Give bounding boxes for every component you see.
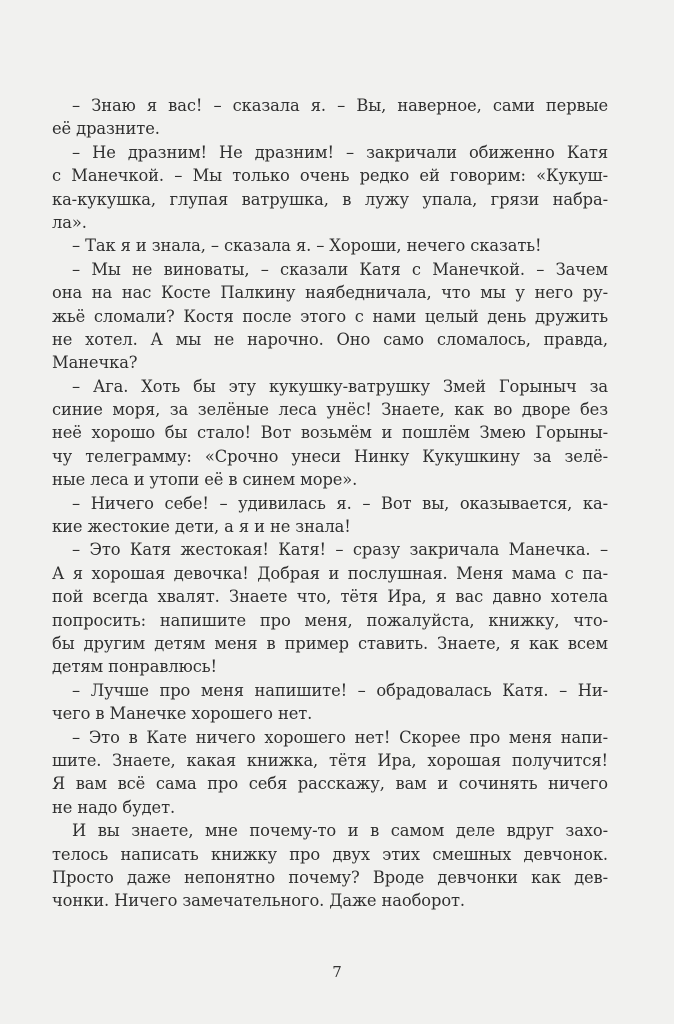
text-line: – Знаю я вас! – сказала я. – Вы, наверное, сами первые (72, 96, 608, 115)
text-line: – Это Катя жестокая! Катя! – сразу закричала Манечка. – (72, 540, 608, 560)
text-line: кие жестокие дети, а я и не знала! (52, 517, 351, 537)
text-line: детям понравлюсь! (52, 657, 217, 677)
text-line: шите. Знаете, какая книжка, тётя Ира, хорошая получится! (52, 750, 608, 770)
text-line: попросить: напишите про меня, пожалуйста, книжку, что- (52, 610, 608, 630)
text-line: пой всегда хвалят. Знаете что, тётя Ира, я вас давно хотела (52, 587, 608, 607)
text-line: чего в Манечке хорошего нет. (52, 704, 313, 724)
text-line: ла». (52, 212, 87, 232)
text-line: – Это в Кате ничего хорошего нет! Скорее про меня напи- (72, 727, 608, 747)
text-line: А я хорошая девочка! Добрая и послушная. Меня мама с па- (52, 563, 608, 583)
text-line: – Ничего себе! – удивилась я. – Вот вы, оказывается, ка- (72, 493, 608, 513)
text-line: Просто даже непонятно почему? Вроде девчонки как дев- (52, 867, 608, 887)
text-line: – Не дразним! Не дразним! – закричали обиженно Катя (72, 142, 608, 162)
text-line: не хотел. А мы не нарочно. Оно само сломалось, правда, (52, 329, 608, 349)
text-line: её дразните. (52, 119, 160, 139)
text-line: ка-кукушка, глупая ватрушка, в лужу упала, грязи набра- (52, 189, 608, 209)
page-number: 7 (332, 963, 342, 981)
text-line: – Лучше про меня напишите! – обрадовалась Катя. – Ни- (72, 680, 608, 700)
text-line: неё хорошо бы стало! Вот возьмём и пошлём Змею Горыны- (52, 423, 608, 443)
text-line: не надо будет. (52, 797, 176, 817)
text-line: – Так я и знала, – сказала я. – Хороши, нечего сказать! (72, 236, 542, 256)
text-line: Я вам всё сама про себя расскажу, вам и сочинять ничего (52, 774, 608, 794)
text-line: ные леса и утопи её в синем море». (52, 470, 358, 490)
text-line: – Мы не виноваты, – сказали Катя с Манечкой. – Зачем (72, 259, 608, 279)
text-line: с Манечкой. – Мы только очень редко ей говорим: «Кукуш- (52, 166, 608, 186)
body-text (52, 94, 608, 913)
text-line: чу телеграмму: «Срочно унеси Нинку Кукушкину за зелё- (52, 446, 608, 466)
text-line: чонки. Ничего замечательного. Даже наоборот. (52, 891, 465, 911)
text-line: И вы знаете, мне почему-то и в самом деле вдруг захо- (72, 821, 608, 841)
text-line: жьё сломали? Костя после этого с нами целый день дружить (52, 306, 608, 326)
text-line: она на нас Косте Палкину наябедничала, что мы у него ру- (52, 283, 608, 303)
text-line: – Ага. Хоть бы эту кукушку-ватрушку Змей Горыныч за (72, 376, 608, 396)
text-line: Манечка? (52, 353, 138, 373)
text-line: бы другим детям меня в пример ставить. Знаете, я как всем (52, 633, 608, 653)
text-line: синие моря, за зелёные леса унёс! Знаете, как во дворе без (52, 400, 608, 420)
text-line: телось написать книжку про двух этих смешных девчонок. (52, 844, 608, 864)
